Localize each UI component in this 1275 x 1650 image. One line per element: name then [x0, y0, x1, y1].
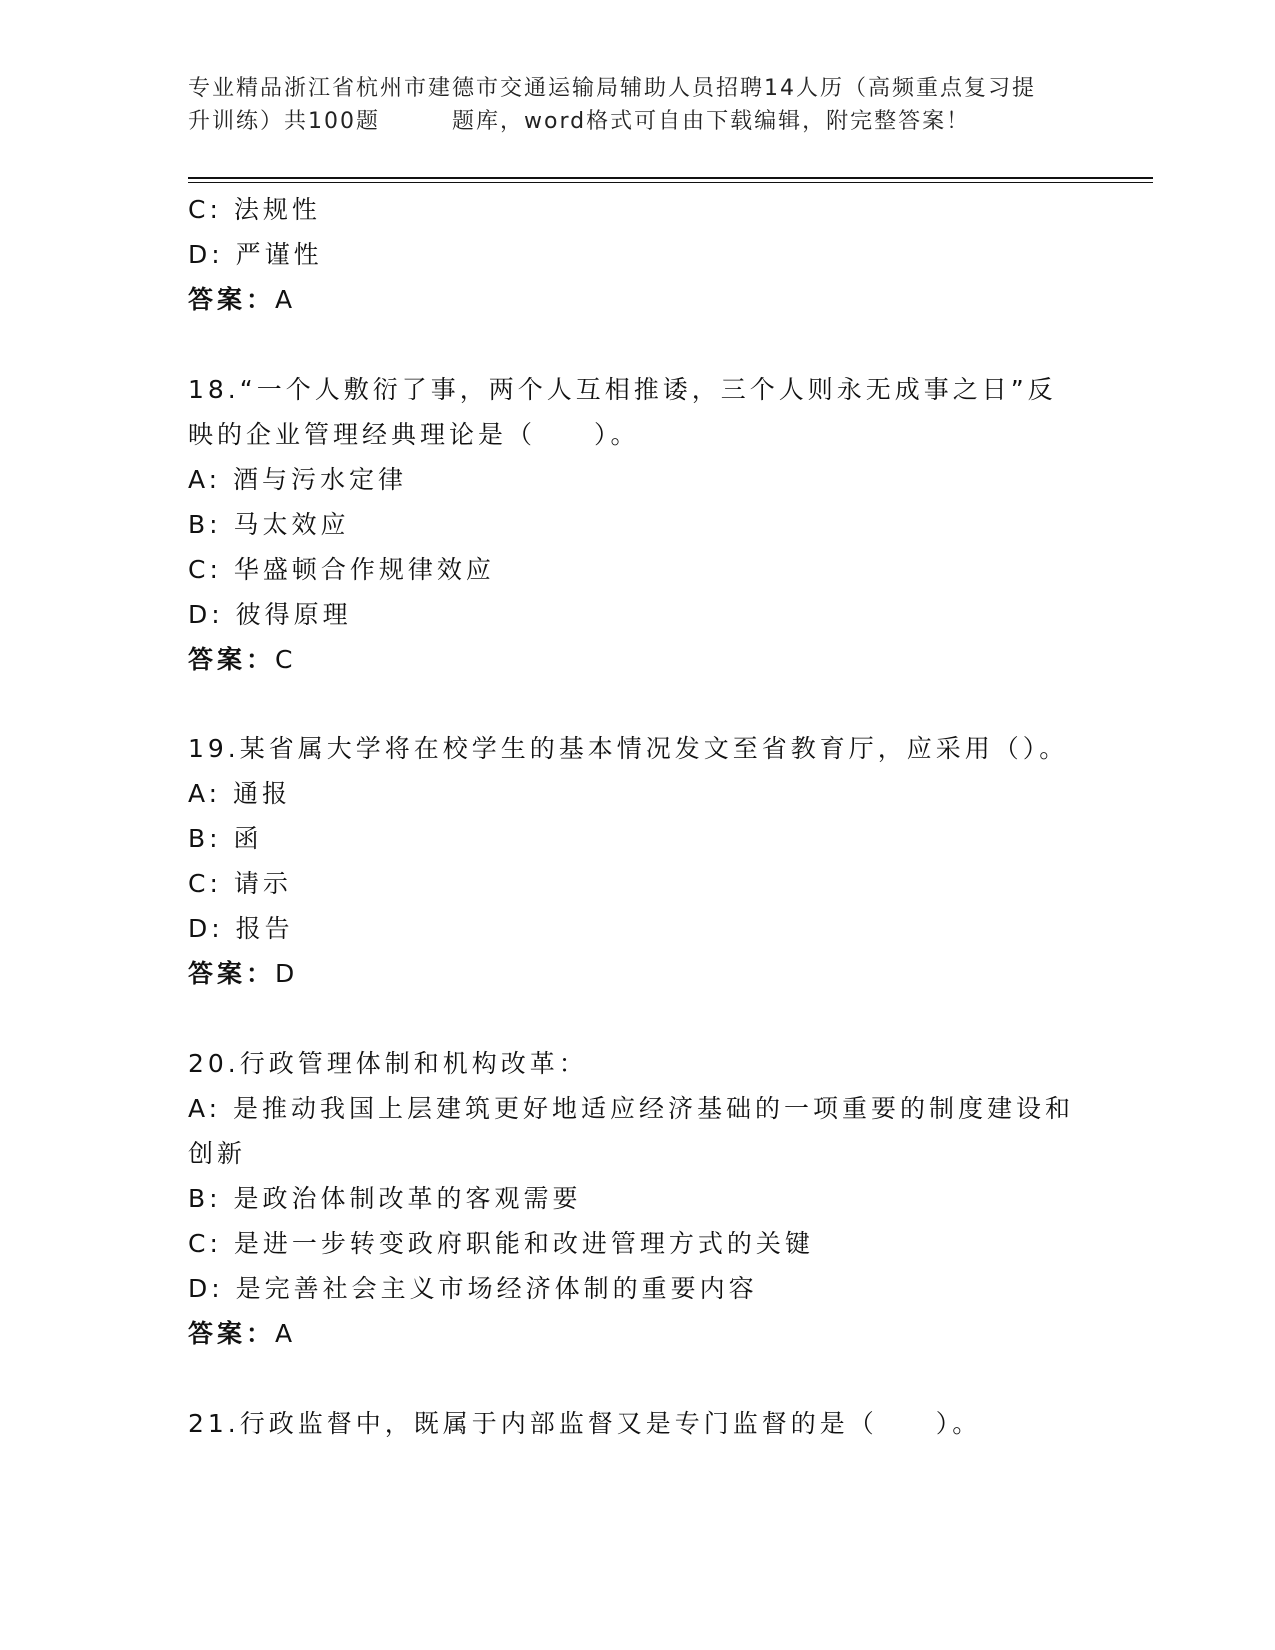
q20-option-a-line-1: A: 是推动我国上层建筑更好地适应经济基础的一项重要的制度建设和: [188, 1094, 1075, 1123]
q18-stem-line-2: 映的企业管理经典理论是（ ）。: [188, 420, 640, 449]
q20-option-b: B: 是政治体制改革的客观需要: [188, 1184, 582, 1213]
q18-answer-value: C: [275, 645, 295, 674]
header-line-2-part-1: 升训练）共100题: [188, 109, 380, 134]
q19-option-b: B: 函: [188, 824, 263, 853]
q21-stem: 21.行政监督中，既属于内部监督又是专门监督的是（ ）。: [188, 1409, 982, 1438]
q17-option-d: D: 严谨性: [188, 240, 323, 269]
header-line-2: [188, 105, 1088, 138]
header-line-1: 专业精品浙江省杭州市建德市交通运输局辅助人员招聘14人历（高频重点复习提: [188, 76, 1036, 101]
document-header: [188, 72, 1088, 138]
q18-option-d: D: 彼得原理: [188, 600, 352, 629]
q18-option-c: C: 华盛顿合作规律效应: [188, 555, 495, 584]
q19-stem: 19.某省属大学将在校学生的基本情况发文至省教育厅，应采用（）。: [188, 734, 1069, 763]
header-line-2-part-2: 题库，word格式可自由下载编辑，附完整答案！: [452, 109, 971, 134]
q19-answer-label: 答案：: [188, 959, 276, 988]
q17-answer-label: 答案：: [188, 285, 276, 314]
q20-option-d: D: 是完善社会主义市场经济体制的重要内容: [188, 1274, 758, 1303]
q17-answer-value: A: [275, 285, 295, 314]
q20-option-a-line-2: 创新: [188, 1139, 247, 1168]
q18-option-b: B: 马太效应: [188, 510, 350, 539]
q20-answer: [188, 1318, 294, 1350]
q20-stem: 20.行政管理体制和机构改革：: [188, 1049, 588, 1078]
q19-answer-value: D: [275, 959, 297, 988]
q19-answer: [188, 958, 296, 990]
q18-answer: [188, 644, 294, 676]
q20-answer-label: 答案：: [188, 1319, 276, 1348]
header-divider-thick: [188, 177, 1153, 179]
q17-option-c: C: 法规性: [188, 195, 321, 224]
q19-option-c: C: 请示: [188, 869, 292, 898]
q17-answer: [188, 284, 294, 316]
header-divider-thin: [188, 182, 1153, 183]
q18-option-a: A: 酒与污水定律: [188, 465, 408, 494]
q19-option-d: D: 报告: [188, 914, 294, 943]
q18-stem-line-1: 18.“一个人敷衍了事，两个人互相推诿，三个人则永无成事之日”反: [188, 375, 1057, 404]
q20-option-c: C: 是进一步转变政府职能和改进管理方式的关键: [188, 1229, 814, 1258]
q18-answer-label: 答案：: [188, 645, 276, 674]
q20-answer-value: A: [275, 1319, 295, 1348]
q19-option-a: A: 通报: [188, 779, 292, 808]
